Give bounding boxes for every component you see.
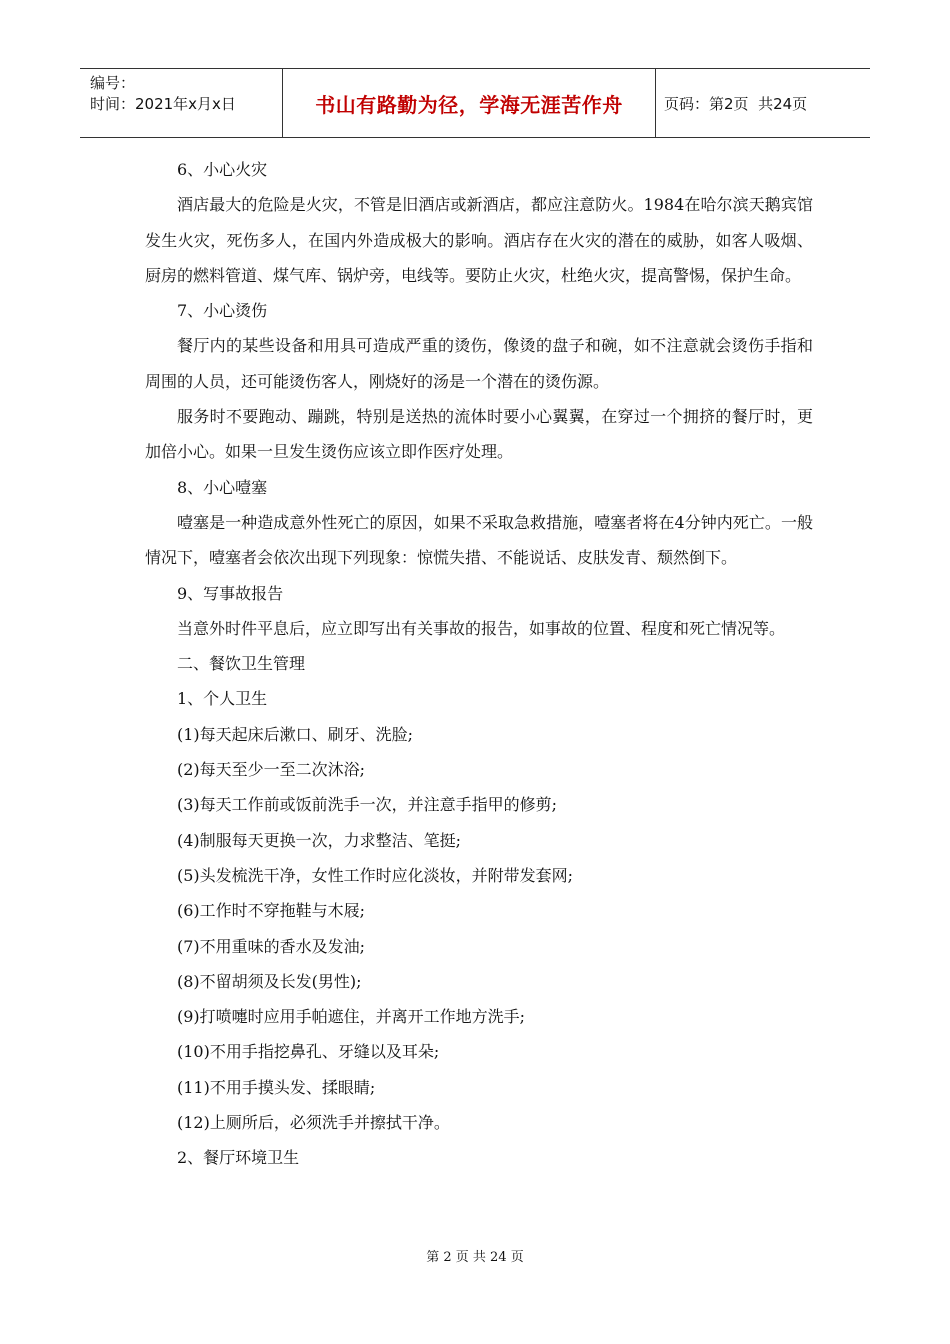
section-heading: 8、小心噎塞 [177, 477, 268, 497]
list-item: (10)不用手指挖鼻孔、牙缝以及耳朵; [177, 1042, 440, 1062]
section-heading: 9、写事故报告 [177, 583, 284, 603]
page-header [80, 68, 870, 138]
header-info-cell [80, 69, 283, 137]
body-paragraph: 服务时不要跑动、蹦跳，特别是送热的流体时要小心翼翼，在穿过一个拥挤的餐厅时，更加倍小心。如果一旦发生烫伤应该立即作医疗处理。 [145, 407, 813, 462]
list-item: (9)打喷嚏时应用手帕遮住，并离开工作地方洗手; [177, 1007, 526, 1027]
document-number-label: 编号： [90, 74, 136, 92]
section-heading: 2、餐厅环境卫生 [177, 1148, 300, 1168]
list-item: (12)上厕所后，必须洗手并擦拭干净。 [177, 1113, 450, 1133]
document-body [145, 152, 813, 1176]
list-item: (2)每天至少一至二次沐浴; [177, 760, 366, 780]
header-page-label: 页码：第2页 共24页 [664, 94, 808, 113]
body-paragraph: 当意外时件平息后，应立即写出有关事故的报告，如事故的位置、程度和死亡情况等。 [177, 618, 786, 638]
list-item: (6)工作时不穿拖鞋与木屐; [177, 901, 366, 921]
list-item: (8)不留胡须及长发(男性); [177, 971, 362, 991]
header-page-cell [656, 69, 870, 137]
body-paragraph: 酒店最大的危险是火灾，不管是旧酒店或新酒店，都应注意防火。1984在哈尔滨天鹅宾馆发生火灾，死伤多人，在国内外造成极大的影响。酒店存在火灾的潜在的威胁，如客人吸烟、厨房的燃料管道、煤气库、锅炉旁，电线等。要防止火灾，杜绝火灾，提高警惕，保护生命。 [145, 195, 813, 285]
page-footer [0, 1246, 950, 1265]
footer-page-number: 第 2 页 共 24 页 [426, 1250, 524, 1265]
header-motto: 书山有路勤为径，学海无涯苦作舟 [315, 92, 623, 117]
document-date-label: 时间：2021年x月x日 [90, 95, 236, 113]
body-paragraph: 噎塞是一种造成意外性死亡的原因，如果不采取急救措施，噎塞者将在4分钟内死亡。一般情况下，噎塞者会依次出现下列现象：惊慌失措、不能说话、皮肤发青、颓然倒下。 [145, 512, 813, 568]
body-paragraph: 餐厅内的某些设备和用具可造成严重的烫伤，像烫的盘子和碗，如不注意就会烫伤手指和周围的人员，还可能烫伤客人，刚烧好的汤是一个潜在的烫伤源。 [145, 336, 813, 391]
header-motto-cell [283, 69, 656, 137]
list-item: (1)每天起床后漱口、刷牙、洗脸; [177, 724, 414, 744]
list-item: (3)每天工作前或饭前洗手一次，并注意手指甲的修剪; [177, 795, 558, 815]
chapter-heading: 二、餐饮卫生管理 [177, 654, 306, 674]
list-item: (11)不用手摸头发、揉眼睛; [177, 1077, 376, 1097]
list-item: (5)头发梳洗干净，女性工作时应化淡妆，并附带发套网; [177, 865, 574, 885]
list-item: (7)不用重味的香水及发油; [177, 936, 366, 956]
section-heading: 1、个人卫生 [177, 689, 268, 709]
list-item: (4)制服每天更换一次，力求整洁、笔挺; [177, 830, 462, 850]
section-heading: 6、小心火灾 [177, 160, 268, 179]
section-heading: 7、小心烫伤 [177, 301, 268, 321]
